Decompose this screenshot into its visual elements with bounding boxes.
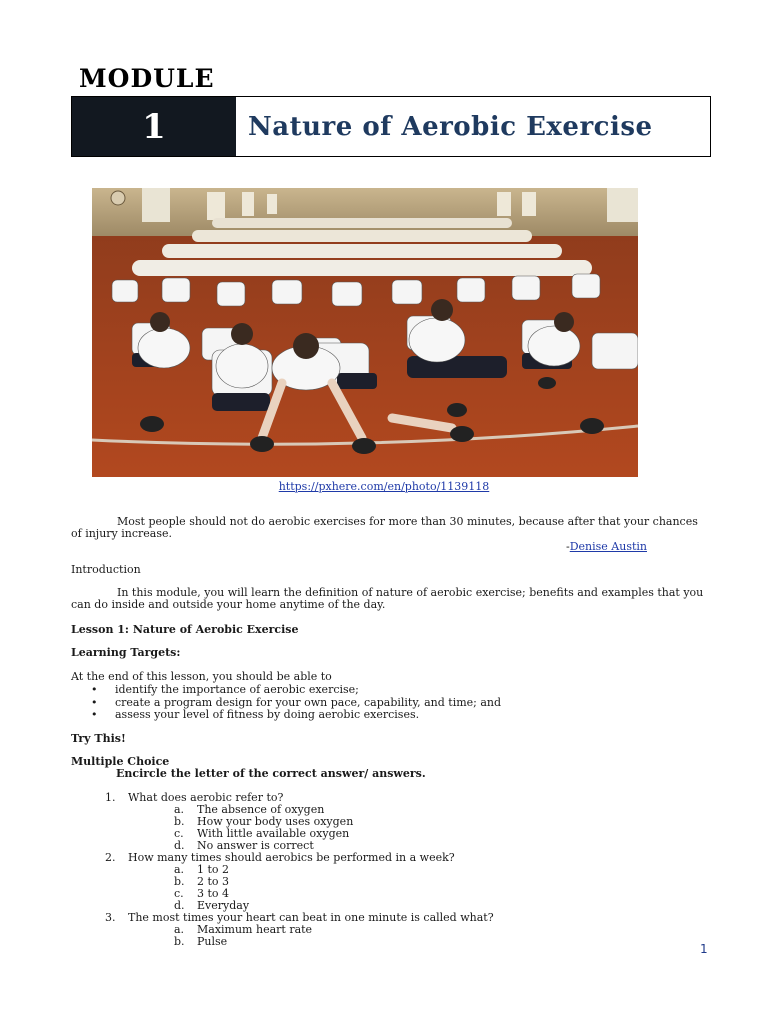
introduction-text	[71, 587, 711, 611]
option-letter: d.	[174, 839, 185, 852]
option-text: With little available oxygen	[197, 827, 350, 840]
learning-targets-list	[91, 684, 501, 722]
question-number: 2.	[105, 851, 116, 864]
learning-targets-intro: At the end of this lesson, you should be able to	[71, 670, 332, 683]
question-item	[105, 912, 494, 948]
module-label: MODULE	[79, 64, 215, 93]
option-letter: b.	[174, 815, 185, 828]
quote	[71, 516, 711, 540]
module-number: 1	[72, 97, 236, 156]
question-text: How many times should aerobics be performed in a week?	[128, 851, 455, 864]
option-text: 1 to 2	[197, 863, 230, 876]
option-letter: b.	[174, 875, 185, 888]
option-text: Everyday	[197, 899, 250, 912]
option-text: The absence of oxygen	[197, 803, 325, 816]
page-number: 1	[700, 942, 708, 956]
lesson-title: Lesson 1: Nature of Aerobic Exercise	[71, 623, 299, 636]
question-number: 3.	[105, 911, 116, 924]
option-text: 3 to 4	[197, 887, 230, 900]
option-text: Pulse	[197, 935, 228, 948]
question-item	[105, 792, 494, 852]
option-letter: b.	[174, 935, 185, 948]
option-letter: a.	[174, 803, 185, 816]
list-item: • assess your level of fitness by doing aerobic exercises.	[91, 709, 501, 722]
exercise-photo	[92, 188, 638, 477]
question-text: The most times your heart can beat in one minute is called what?	[128, 911, 494, 924]
photo-source-link[interactable]: https://pxhere.com/en/photo/1139118	[278, 480, 490, 493]
module-title: Nature of Aerobic Exercise	[248, 111, 653, 142]
question-text: What does aerobic refer to?	[128, 791, 284, 804]
option-text: 2 to 3	[197, 875, 230, 888]
question-number: 1.	[105, 791, 116, 804]
learning-targets-heading: Learning Targets:	[71, 646, 181, 659]
quote-text: Most people should not do aerobic exercises for more than 30 minutes, because after that your chances of injury increase.	[71, 515, 698, 540]
option-text: No answer is correct	[197, 839, 314, 852]
option-letter: a.	[174, 923, 185, 936]
option-letter: c.	[174, 887, 184, 900]
quote-author	[566, 540, 647, 553]
list-item: • identify the importance of aerobic exercise;	[91, 684, 501, 697]
multiple-choice-heading: Multiple Choice	[71, 755, 170, 768]
author-link[interactable]: Denise Austin	[569, 540, 647, 553]
introduction-body: In this module, you will learn the definition of nature of aerobic exercise; benefits and examples that you can do inside and outside your home anytime of the day.	[71, 586, 704, 611]
option-letter: d.	[174, 899, 185, 912]
introduction-heading: Introduction	[71, 563, 141, 576]
option-text: Maximum heart rate	[197, 923, 313, 936]
answer-option[interactable]	[128, 936, 494, 948]
question-list	[105, 792, 494, 948]
question-item	[105, 852, 494, 912]
try-this-heading: Try This!	[71, 732, 126, 745]
option-text: How your body uses oxygen	[197, 815, 354, 828]
instruction: Encircle the letter of the correct answer/ answers.	[116, 767, 426, 780]
option-letter: c.	[174, 827, 184, 840]
list-item: • create a program design for your own pace, capability, and time; and	[91, 697, 501, 710]
author-prefix: -	[566, 540, 570, 553]
module-header-box	[71, 96, 711, 157]
option-letter: a.	[174, 863, 185, 876]
